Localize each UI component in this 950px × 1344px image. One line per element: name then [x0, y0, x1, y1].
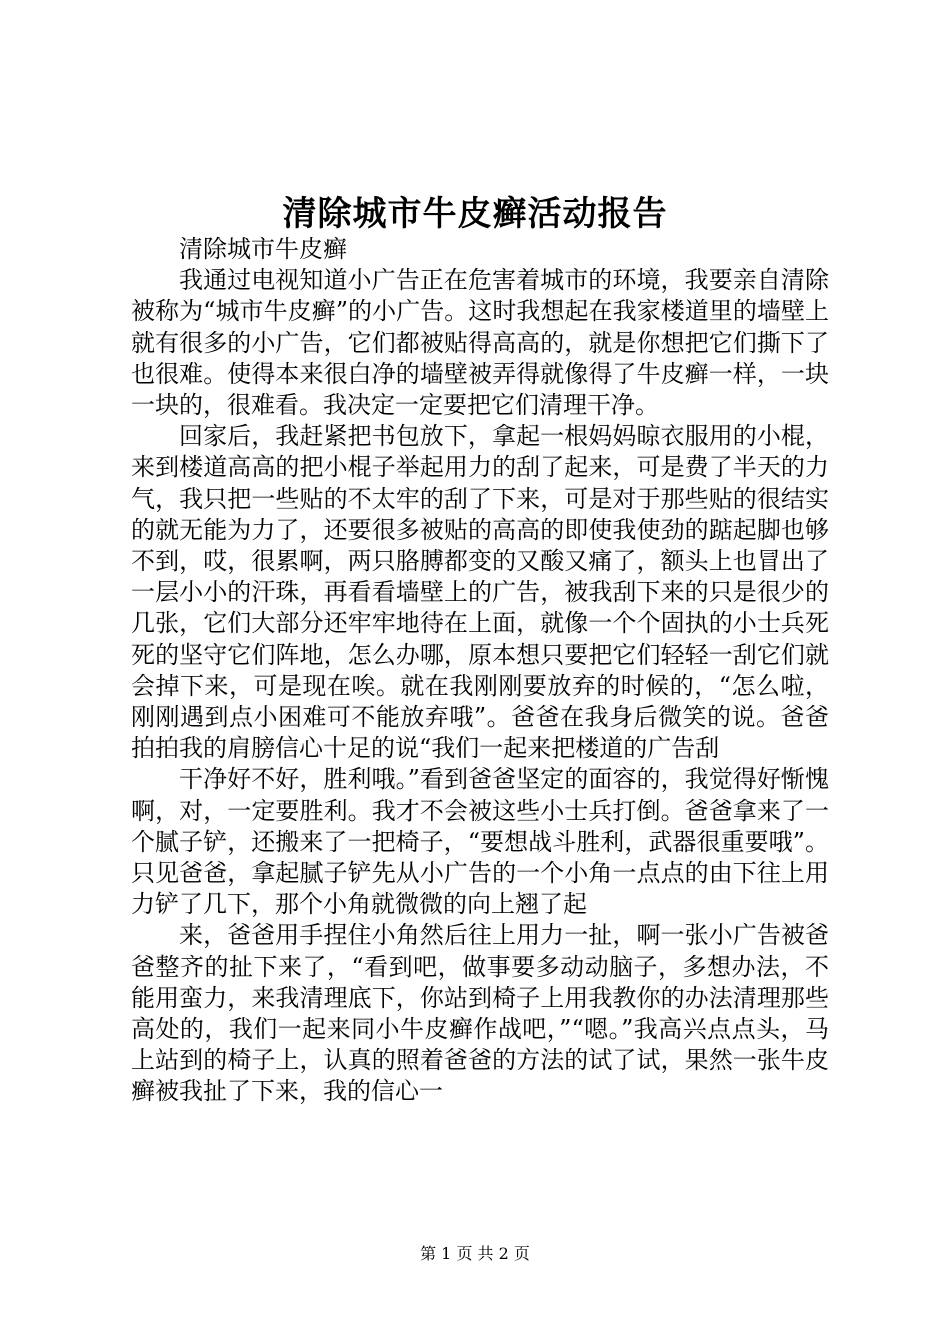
paragraph: 干净好不好，胜利哦。”看到爸爸坚定的面容的，我觉得好惭愧啊，对，一定要胜利。我才不会被这些小士兵打倒。爸爸拿来了一个腻子铲，还搬来了一把椅子，“要想战斗胜利，武器很重要哦”。只见爸爸，拿起腻子铲先从小广告的一个小角一点点的由下往上用力铲了几下，那个小角就微微的向上翘了起 [131, 765, 829, 919]
paragraph: 我通过电视知道小广告正在危害着城市的环境，我要亲自清除被称为“城市牛皮癣”的小广告。这时我想起在我家楼道里的墙壁上就有很多的小广告，它们都被贴得高高的，就是你想把它们撕下了也很难。使得本来很白净的墙壁被弄得就像得了牛皮癣一样，一块一块的，很难看。我决定一定要把它们清理干净。 [131, 266, 829, 420]
paragraph: 来，爸爸用手捏住小角然后往上用力一扯，啊一张小广告被爸爸整齐的扯下来了，“看到吧，做事要多动动脑子，多想办法，不能用蛮力，来我清理底下，你站到椅子上用我教你的办法清理那些高处的，我们一起来同小牛皮癣作战吧，”“嗯。”我高兴点点头，马上站到的椅子上，认真的照着爸爸的方法的试了试，果然一张牛皮癣被我扯了下来，我的信心一 [131, 921, 829, 1106]
document-body [131, 234, 829, 1108]
paragraph: 清除城市牛皮癣 [179, 235, 347, 263]
paragraph: 回家后，我赶紧把书包放下，拿起一根妈妈晾衣服用的小棍，来到楼道高高的把小棍子举起用力的刮了起来，可是费了半天的力气，我只把一些贴的不太牢的刮了下来，可是对于那些贴的很结实的就无能为力了，还要很多被贴的高高的即使我使劲的踮起脚也够不到，哎，很累啊，两只胳膊都变的又酸又痛了，额头上也冒出了一层小小的汗珠，再看看墙壁上的广告，被我刮下来的只是很少的几张，它们大部分还牢牢地待在上面，就像一个个固执的小士兵死死的坚守它们阵地，怎么办哪，原本想只要把它们轻轻一刮它们就会掉下来，可是现在唉。就在我刚刚要放弃的时候的，“怎么啦，刚刚遇到点小困难可不能放弃哦”。爸爸在我身后微笑的说。爸爸拍拍我的肩膀信心十足的说“我们一起来把楼道的广告刮 [131, 422, 829, 763]
page-number: 第 1 页 共 2 页 [420, 1244, 530, 1263]
document-title: 清除城市牛皮癣活动报告 [282, 194, 668, 234]
